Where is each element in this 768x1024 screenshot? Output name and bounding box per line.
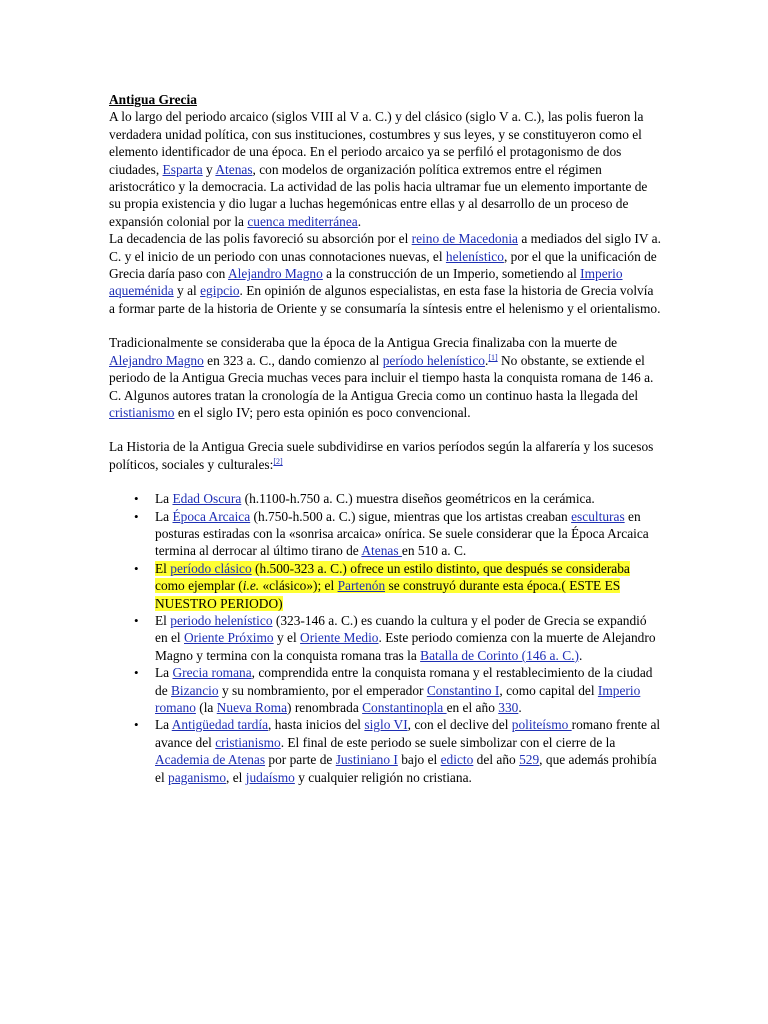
text-run: ) renombrada — [287, 700, 363, 715]
list-item-periodo-clasico — [109, 560, 661, 612]
wiki-link[interactable]: Partenón — [337, 578, 386, 594]
wiki-link[interactable]: periodo helenístico — [170, 612, 273, 628]
paragraph-tradicionalmente — [109, 334, 661, 421]
wiki-link[interactable]: Bizancio — [171, 682, 219, 698]
text-run: y — [202, 161, 216, 177]
text-run: en el año — [446, 700, 499, 715]
list-item-epoca-arcaica — [109, 508, 661, 560]
wiki-link[interactable]: helenístico — [445, 248, 504, 264]
footnote-marker — [488, 353, 497, 362]
footnote-link[interactable]: [1] — [488, 352, 498, 362]
text-run: No obstante, se extiende el periodo de la Antigua Grecia muchas veces para incluir el tiempo hasta la conquista romana de 146 a. C. Algunos autores tratan la cronología de la Antigua Grecia como un continuo hasta la llegada del — [109, 352, 654, 403]
text-run: El — [155, 560, 171, 576]
wiki-link[interactable]: Imperio aqueménida — [109, 266, 623, 299]
text-run: . — [578, 647, 583, 663]
wiki-link[interactable]: período helenístico — [382, 352, 485, 368]
document-body — [109, 91, 661, 786]
text-run: a la construcción de un Imperio, sometiendo al — [322, 266, 581, 282]
wiki-link[interactable]: siglo VI — [364, 717, 408, 733]
paragraph-subdivision — [109, 438, 661, 473]
footnote-marker — [273, 457, 282, 466]
list-item-edad-oscura — [109, 490, 661, 507]
text-run: , que además prohibía el — [155, 752, 657, 785]
wiki-link[interactable]: paganismo — [168, 769, 227, 785]
text-run: La Historia de la Antigua Grecia suele subdividirse en varios períodos según la alfarería y los sucesos políticos, sociales y culturales: — [109, 439, 654, 472]
wiki-link[interactable]: 529 — [519, 752, 540, 768]
wiki-link[interactable]: judaísmo — [245, 769, 295, 785]
period-list — [109, 490, 661, 786]
text-run: La — [155, 717, 172, 733]
paragraph-polis — [109, 108, 661, 230]
spacer — [109, 421, 661, 438]
wiki-link[interactable]: Oriente Próximo — [184, 630, 274, 646]
text-run: y el — [273, 630, 301, 646]
wiki-link[interactable]: cristianismo — [109, 404, 175, 420]
text-run: La — [155, 491, 173, 507]
text-run: , con el declive del — [407, 717, 512, 733]
text-run: a mediados del siglo IV a. C. y el inicio de un periodo con unas connotaciones nuevas, el — [109, 231, 661, 264]
text-run: «clásico»); el — [259, 578, 338, 594]
wiki-link[interactable]: cuenca mediterránea — [247, 213, 358, 229]
wiki-link[interactable]: egipcio — [200, 283, 240, 299]
wiki-link[interactable]: Justiniano I — [335, 752, 398, 768]
text-run: y su nombramiento, por el emperador — [218, 682, 427, 698]
wiki-link[interactable]: Oriente Medio — [300, 630, 379, 646]
text-run: (h.1100-h.750 a. C.) muestra diseños geométricos en la cerámica. — [241, 491, 595, 507]
wiki-link[interactable]: Imperio romano — [155, 682, 641, 715]
text-run: por parte de — [265, 752, 336, 768]
wiki-link[interactable]: Esparta — [162, 161, 203, 177]
text-run: , con modelos de organización política extremos entre el régimen aristocrático y la democracia. La actividad de las polis hacia ultramar fue un elemento importante de su propia existencia y dio lugar a luchas hegemónicas entre ellas y al desarrollo de un proceso de expansión colonial por la — [109, 161, 648, 229]
italic-text: i.e. — [242, 578, 260, 594]
wiki-link[interactable]: Atenas — [361, 543, 402, 559]
text-run: El — [155, 612, 171, 628]
text-run: en posturas estiradas con la «sonrisa arcaica» onírica. Se suele considerar que la Época Arcaica termina al derrocar al último tirano de — [155, 508, 649, 559]
text-run: La — [155, 508, 173, 524]
text-run: . En opinión de algunos especialistas, en esta fase la historia de Grecia volvía a formar parte de la historia de Oriente y se consumaría la síntesis entre el helenismo y el orientalismo. — [109, 283, 661, 316]
paragraph-decadencia — [109, 230, 661, 317]
text-run: Tradicionalmente se consideraba que la época de la Antigua Grecia finalizaba con la muerte de — [109, 335, 618, 351]
wiki-link[interactable]: Batalla de Corinto (146 a. C.) — [420, 647, 579, 663]
text-run: y al — [173, 283, 201, 299]
document-title: Antigua Grecia — [109, 92, 197, 107]
wiki-link[interactable]: cristianismo — [215, 734, 281, 750]
text-run: bajo el — [397, 752, 441, 768]
text-run: , como capital del — [499, 682, 598, 698]
wiki-link[interactable]: Constantinopla — [362, 700, 447, 715]
text-run: (h.500-323 a. C.) ofrece un estilo distinto, que después se consideraba como ejemplar ( — [155, 560, 630, 594]
text-run: romano frente al avance del — [155, 717, 661, 750]
text-run: La — [155, 665, 173, 681]
text-run: , el — [226, 769, 246, 785]
list-item-periodo-helenistico — [109, 612, 661, 664]
text-run: (h.750-h.500 a. C.) sigue, mientras que los artistas creaban — [250, 508, 572, 524]
wiki-link[interactable]: edicto — [440, 752, 474, 768]
text-run: . — [484, 352, 489, 368]
text-run: , hasta inicios del — [268, 717, 365, 733]
text-run: en el siglo IV; pero esta opinión es poco convencional. — [174, 404, 471, 420]
text-run: . El final de este periodo se suele simbolizar con el cierre de la — [280, 734, 616, 750]
text-run: , comprendida entre la conquista romana y el restablecimiento de la ciudad de — [155, 665, 653, 698]
text-run: se construyó durante esta época.( ESTE ES NUESTRO PERIODO) — [155, 578, 621, 611]
text-run: , por el que la unificación de Grecia daría paso con — [109, 248, 657, 282]
wiki-link[interactable]: Nueva Roma — [216, 700, 288, 715]
wiki-link[interactable]: Grecia romana — [172, 665, 252, 681]
wiki-link[interactable]: Alejandro Magno — [109, 352, 204, 368]
wiki-link[interactable]: 330 — [498, 700, 519, 715]
text-run: (323-146 a. C.) es cuando la cultura y el poder de Grecia se expandió en el — [155, 612, 647, 646]
wiki-link[interactable]: Academia de Atenas — [155, 752, 266, 768]
text-run: (la — [195, 700, 217, 715]
wiki-link[interactable]: Atenas — [215, 161, 253, 177]
footnote-link[interactable]: [2] — [273, 456, 283, 466]
wiki-link[interactable]: politeísmo — [511, 717, 572, 733]
list-item-antiguedad-tardia — [109, 716, 661, 786]
text-run: . Este periodo comienza con la muerte de Alejandro Magno y termina con la conquista romana tras la — [155, 630, 656, 663]
spacer — [109, 473, 661, 490]
text-run: en 323 a. C., dando comienzo al — [203, 352, 383, 368]
wiki-link[interactable]: Época Arcaica — [172, 508, 251, 524]
wiki-link[interactable]: reino de Macedonia — [411, 231, 518, 247]
text-run: . — [518, 700, 522, 715]
text-run: en 510 a. C. — [401, 543, 467, 559]
wiki-link[interactable]: esculturas — [571, 508, 625, 524]
text-run: del año — [473, 752, 520, 768]
list-item-grecia-romana — [109, 664, 661, 716]
text-run: . — [357, 213, 362, 229]
text-run: La decadencia de las polis favoreció su absorción por el — [109, 231, 412, 247]
wiki-link[interactable]: período clásico — [170, 560, 252, 576]
wiki-link[interactable]: Edad Oscura — [172, 491, 242, 507]
text-run: y cualquier religión no cristiana. — [294, 769, 472, 785]
wiki-link[interactable]: Alejandro Magno — [227, 266, 323, 282]
wiki-link[interactable]: Constantino I — [426, 682, 500, 698]
spacer — [109, 317, 661, 334]
text-run: A lo largo del periodo arcaico (siglos VIII al V a. C.) y del clásico (siglo V a. C.), las polis fueron la verdadera unidad política, con sus instituciones, costumbres y sus leyes, y se constituyeron como el elemento identificador de una época. En el periodo arcaico ya se perfiló el protagonismo de dos ciudades, — [109, 109, 644, 177]
wiki-link[interactable]: Antigüedad tardía — [171, 717, 269, 733]
